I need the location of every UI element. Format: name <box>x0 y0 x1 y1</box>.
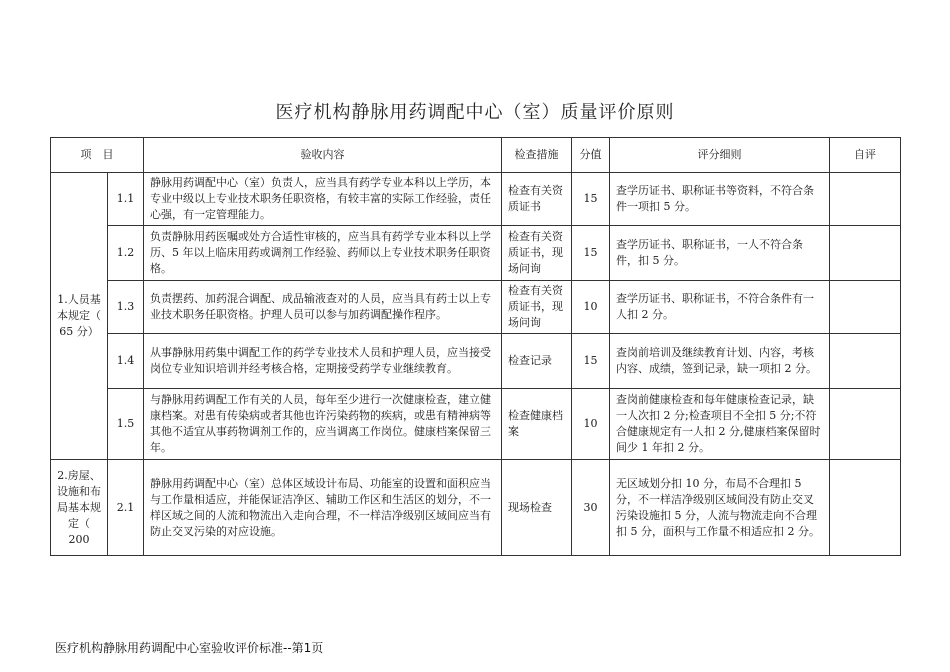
row-detail: 查岗前健康检查和每年健康检查记录，缺一人次扣 2 分;检查项目不全扣 5 分;不符合健康规定有一人扣 2 分,健康档案保留时间少 1 年扣 2 分。 <box>610 389 830 460</box>
row-detail: 查学历证书、职称证书，不符合条件有一人扣 2 分。 <box>610 281 830 334</box>
page-footer: 医疗机构静脉用药调配中心室验收评价标准--第1页 <box>55 641 324 655</box>
self-eval-cell[interactable] <box>830 173 901 226</box>
table-row <box>51 226 901 281</box>
row-content: 与静脉用药调配工作有关的人员，每年至少进行一次健康检查，建立健康档案。对患有传染病或者其他也许污染药物的疾病，或患有精神病等其他不适宜从事药物调剂工作的，应当调离工作岗位。健康档案保留三年。 <box>144 389 502 460</box>
table-header-row <box>51 138 901 173</box>
row-content: 静脉用药调配中心（室）总体区域设计布局、功能室的设置和面积应当与工作量相适应，并能保证洁净区、辅助工作区和生活区的划分，不一样区域之间的人流和物流出入走向合理，不一样洁净级别区域间应当有防止交叉污染的对应设施。 <box>144 460 502 556</box>
table-row <box>51 173 901 226</box>
page-title: 医疗机构静脉用药调配中心（室）质量评价原则 <box>275 102 675 123</box>
row-score: 10 <box>572 389 610 460</box>
row-number: 1.1 <box>108 173 144 226</box>
row-number: 1.2 <box>108 226 144 281</box>
row-method: 检查有关资质证书，现场问询 <box>502 226 572 281</box>
self-eval-cell[interactable] <box>830 281 901 334</box>
row-score: 10 <box>572 281 610 334</box>
self-eval-cell[interactable] <box>830 460 901 556</box>
row-method: 检查有关资质证书 <box>502 173 572 226</box>
row-score: 30 <box>572 460 610 556</box>
evaluation-table <box>50 137 901 556</box>
self-eval-cell[interactable] <box>830 226 901 281</box>
category-personnel: 1.人员基本规定（ 65 分） <box>51 173 108 460</box>
self-eval-cell[interactable] <box>830 334 901 389</box>
category-facilities: 2.房屋、设施和布局基本规定（ 200 <box>51 460 108 556</box>
row-method: 检查有关资质证书，现场问询 <box>502 281 572 334</box>
row-score: 15 <box>572 226 610 281</box>
row-method: 检查健康档案 <box>502 389 572 460</box>
table-row <box>51 334 901 389</box>
row-detail: 查学历证书、职称证书等资料，不符合条件一项扣 5 分。 <box>610 173 830 226</box>
row-number: 1.4 <box>108 334 144 389</box>
self-eval-cell[interactable] <box>830 389 901 460</box>
table-row <box>51 460 901 556</box>
row-method: 检查记录 <box>502 334 572 389</box>
row-number: 1.3 <box>108 281 144 334</box>
header-item: 项 目 <box>51 138 144 173</box>
row-detail: 查学历证书、职称证书，一人不符合条件，扣 5 分。 <box>610 226 830 281</box>
row-method: 现场检查 <box>502 460 572 556</box>
header-content: 验收内容 <box>144 138 502 173</box>
table-row <box>51 389 901 460</box>
header-score: 分值 <box>572 138 610 173</box>
row-score: 15 <box>572 334 610 389</box>
row-number: 1.5 <box>108 389 144 460</box>
header-method: 检查措施 <box>502 138 572 173</box>
row-content: 从事静脉用药集中调配工作的药学专业技术人员和护理人员，应当接受岗位专业知识培训并经考核合格，定期接受药学专业继续教育。 <box>144 334 502 389</box>
header-self-eval: 自评 <box>830 138 901 173</box>
row-content: 静脉用药调配中心（室）负责人，应当具有药学专业本科以上学历，本专业中级以上专业技术职务任职资格，有较丰富的实际工作经验，责任心强，有一定管理能力。 <box>144 173 502 226</box>
row-detail: 无区域划分扣 10 分，布局不合理扣 5 分，不一样洁净级别区域间没有防止交叉污染设施扣 5 分，人流与物流走向不合理扣 5 分，面积与工作量不相适应扣 2 分。 <box>610 460 830 556</box>
table-row <box>51 281 901 334</box>
row-score: 15 <box>572 173 610 226</box>
row-content: 负责静脉用药医嘱或处方合适性审核的，应当具有药学专业本科以上学历、5 年以上临床用药或调剂工作经验、药师以上专业技术职务任职资格。 <box>144 226 502 281</box>
row-content: 负责摆药、加药混合调配、成品输液查对的人员，应当具有药士以上专业技术职务任职资格。护理人员可以参与加药调配操作程序。 <box>144 281 502 334</box>
row-detail: 查岗前培训及继续教育计划、内容，考核内容、成绩，签到记录，缺一项扣 2 分。 <box>610 334 830 389</box>
header-detail: 评分细则 <box>610 138 830 173</box>
row-number: 2.1 <box>108 460 144 556</box>
